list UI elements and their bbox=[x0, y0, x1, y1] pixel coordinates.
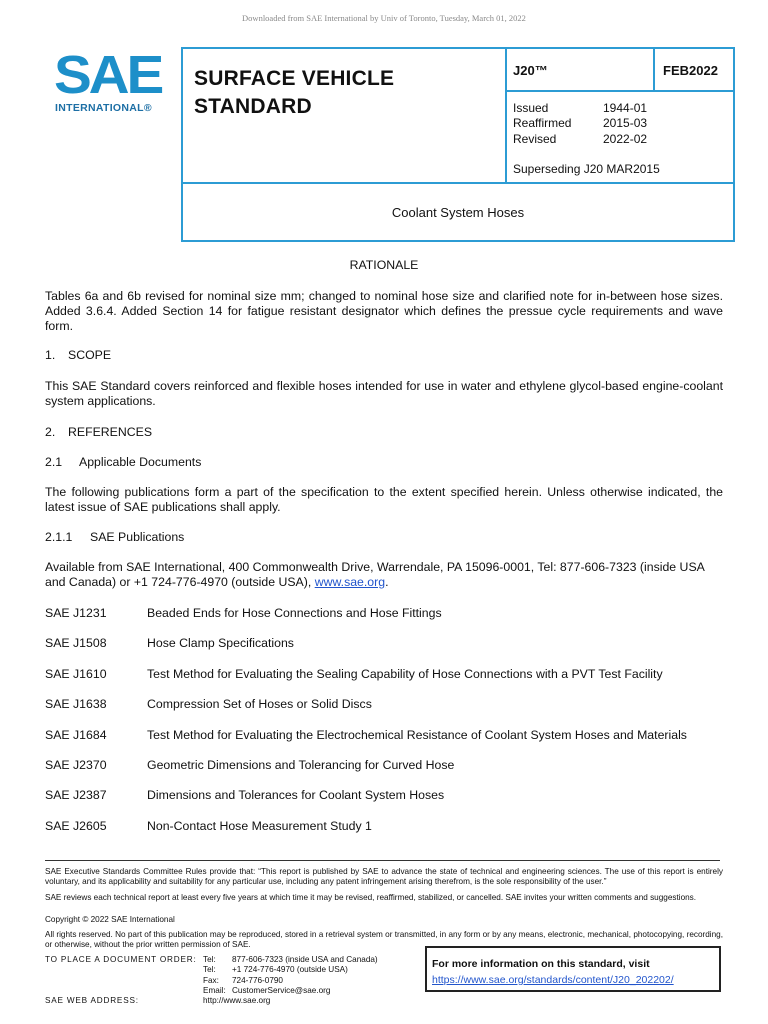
contact-key: Tel: bbox=[203, 965, 216, 974]
document-subject-cell bbox=[181, 182, 735, 242]
section-number: 2. bbox=[45, 425, 56, 439]
reference-item bbox=[45, 697, 372, 711]
download-note: Downloaded from SAE International by Univ of Toronto, Tuesday, March 01, 2022 bbox=[242, 13, 526, 23]
section-title: Applicable Documents bbox=[79, 455, 202, 469]
web-address-label: SAE WEB ADDRESS: bbox=[45, 996, 139, 1005]
logo-letters: SAE bbox=[54, 45, 162, 105]
history-value: 1944-01 bbox=[603, 101, 648, 115]
reference-code: SAE J1684 bbox=[45, 728, 107, 742]
history-value: 2015-03 bbox=[603, 116, 648, 130]
web-address-value[interactable]: http://www.sae.org bbox=[203, 996, 271, 1005]
scope-text: This SAE Standard covers reinforced and flexible hoses intended for use in water and ethylene glycol-based engine-coolant system applications. bbox=[45, 379, 723, 408]
title-line-1: SURFACE VEHICLE bbox=[194, 67, 395, 90]
section-number: 2.1.1 bbox=[45, 530, 73, 544]
history-row-issued bbox=[513, 101, 647, 115]
section-title: REFERENCES bbox=[68, 425, 153, 439]
history-row-revised bbox=[513, 132, 647, 146]
document-date: FEB2022 bbox=[663, 63, 718, 78]
reference-item bbox=[45, 667, 663, 681]
reference-code: SAE J2387 bbox=[45, 788, 107, 802]
rationale-heading: RATIONALE bbox=[349, 258, 419, 272]
section-title: SAE Publications bbox=[90, 530, 185, 544]
contact-row bbox=[203, 955, 378, 964]
superseding-note: Superseding J20 MAR2015 bbox=[513, 162, 660, 176]
reference-item bbox=[45, 819, 372, 833]
document-number: J20™ bbox=[513, 63, 548, 78]
reference-code: SAE J1508 bbox=[45, 636, 107, 650]
reference-code: SAE J1610 bbox=[45, 667, 107, 681]
available-text: Available from SAE International, 400 Commonwealth Drive, Warrendale, PA 15096-0001, Tel: 877-606-7323 (inside USA and Canada) or +1 724-776-4970 (outside USA), bbox=[45, 560, 705, 589]
reference-title: Test Method for Evaluating the Electrochemical Resistance of Coolant System Hoses and Materials bbox=[147, 728, 687, 742]
sae-logo bbox=[40, 47, 162, 121]
history-label: Issued bbox=[513, 101, 549, 115]
section-number: 2.1 bbox=[45, 455, 63, 469]
reference-title: Compression Set of Hoses or Solid Discs bbox=[147, 697, 372, 711]
section-references-heading bbox=[45, 425, 152, 439]
subsection-sae-publications bbox=[45, 530, 184, 544]
history-value: 2022-02 bbox=[603, 132, 648, 146]
applicable-documents-text: The following publications form a part of the specification to the extent specified herein. Unless otherwise indicated, the latest issue of SAE publications shall apply. bbox=[45, 485, 723, 514]
standard-url-link[interactable]: https://www.sae.org/standards/content/J20_202202/ bbox=[432, 974, 674, 986]
contact-value[interactable]: CustomerService@sae.org bbox=[232, 986, 331, 995]
order-label: TO PLACE A DOCUMENT ORDER: bbox=[45, 955, 197, 964]
contact-row bbox=[203, 986, 330, 995]
reference-code: SAE J1231 bbox=[45, 606, 107, 620]
title-line-2: STANDARD bbox=[194, 95, 312, 118]
history-row-reaffirmed bbox=[513, 116, 647, 130]
reference-code: SAE J1638 bbox=[45, 697, 107, 711]
footer-copyright: Copyright © 2022 SAE International bbox=[45, 915, 175, 924]
sae-website-link[interactable]: www.sae.org bbox=[314, 575, 386, 589]
document-date-cell bbox=[653, 47, 735, 92]
document-type-cell bbox=[181, 47, 507, 184]
footer-review-text: SAE reviews each technical report at least every five years at which time it may be revised, reaffirmed, stabilized, or cancelled. SAE invites your written comments and suggestions. bbox=[45, 893, 697, 902]
reference-title: Geometric Dimensions and Tolerancing for Curved Hose bbox=[147, 758, 455, 772]
contact-key: Tel: bbox=[203, 955, 216, 964]
reference-item bbox=[45, 606, 442, 620]
contact-row bbox=[203, 965, 348, 974]
reference-title: Test Method for Evaluating the Sealing Capability of Hose Connections with a PVT Test Facility bbox=[147, 667, 663, 681]
reference-item bbox=[45, 788, 444, 802]
footer-divider bbox=[45, 860, 720, 861]
more-info-title: For more information on this standard, visit bbox=[432, 958, 650, 970]
reference-item bbox=[45, 636, 294, 650]
contact-value: +1 724-776-4970 (outside USA) bbox=[232, 965, 348, 974]
history-label: Revised bbox=[513, 132, 557, 146]
rationale-text: Tables 6a and 6b revised for nominal size mm; changed to nominal hose size and clarified note for in-between hose sizes. Added 3.6.4. Added Section 14 for fatigue resistant designator which defines the pressue cycle requirements and wave form. bbox=[45, 289, 723, 333]
contact-row bbox=[203, 976, 283, 985]
reference-title: Hose Clamp Specifications bbox=[147, 636, 294, 650]
contact-value: 877-606-7323 (inside USA and Canada) bbox=[232, 955, 378, 964]
document-type-title bbox=[194, 65, 394, 121]
section-number: 1. bbox=[45, 348, 56, 362]
contact-value: 724-776-0790 bbox=[232, 976, 283, 985]
contact-key: Fax: bbox=[203, 976, 219, 985]
reference-title: Dimensions and Tolerances for Coolant System Hoses bbox=[147, 788, 445, 802]
history-label: Reaffirmed bbox=[513, 116, 572, 130]
more-info-box bbox=[425, 946, 721, 992]
available-end: . bbox=[385, 575, 389, 589]
reference-code: SAE J2605 bbox=[45, 819, 107, 833]
subsection-applicable-documents bbox=[45, 455, 201, 469]
reference-item bbox=[45, 728, 687, 742]
available-from-text bbox=[45, 560, 723, 590]
footer-rights-text: All rights reserved. No part of this publication may be reproduced, stored in a retrieval system or transmitted, in any form or by any means, electronic, mechanical, photocopying, recording, or otherwise, without the prior written permission of SAE. bbox=[45, 930, 723, 949]
contact-key: Email: bbox=[203, 986, 226, 995]
document-history-cell bbox=[505, 90, 735, 184]
footer-rules-text: SAE Executive Standards Committee Rules provide that: “This report is published by SAE to advance the state of technical and engineering sciences. The use of this report is entirely voluntary, and its applicability and suitability for any particular use, including any patent infringement arising therefrom, is the sole responsibility of the user.” bbox=[45, 867, 723, 886]
reference-code: SAE J2370 bbox=[45, 758, 107, 772]
reference-title: Beaded Ends for Hose Connections and Hose Fittings bbox=[147, 606, 442, 620]
logo-subtitle: INTERNATIONAL® bbox=[55, 102, 152, 114]
document-number-cell bbox=[505, 47, 655, 92]
reference-title: Non-Contact Hose Measurement Study 1 bbox=[147, 819, 372, 833]
section-scope-heading bbox=[45, 348, 111, 362]
reference-item bbox=[45, 758, 454, 772]
document-subject: Coolant System Hoses bbox=[391, 205, 525, 220]
section-title: SCOPE bbox=[68, 348, 112, 362]
